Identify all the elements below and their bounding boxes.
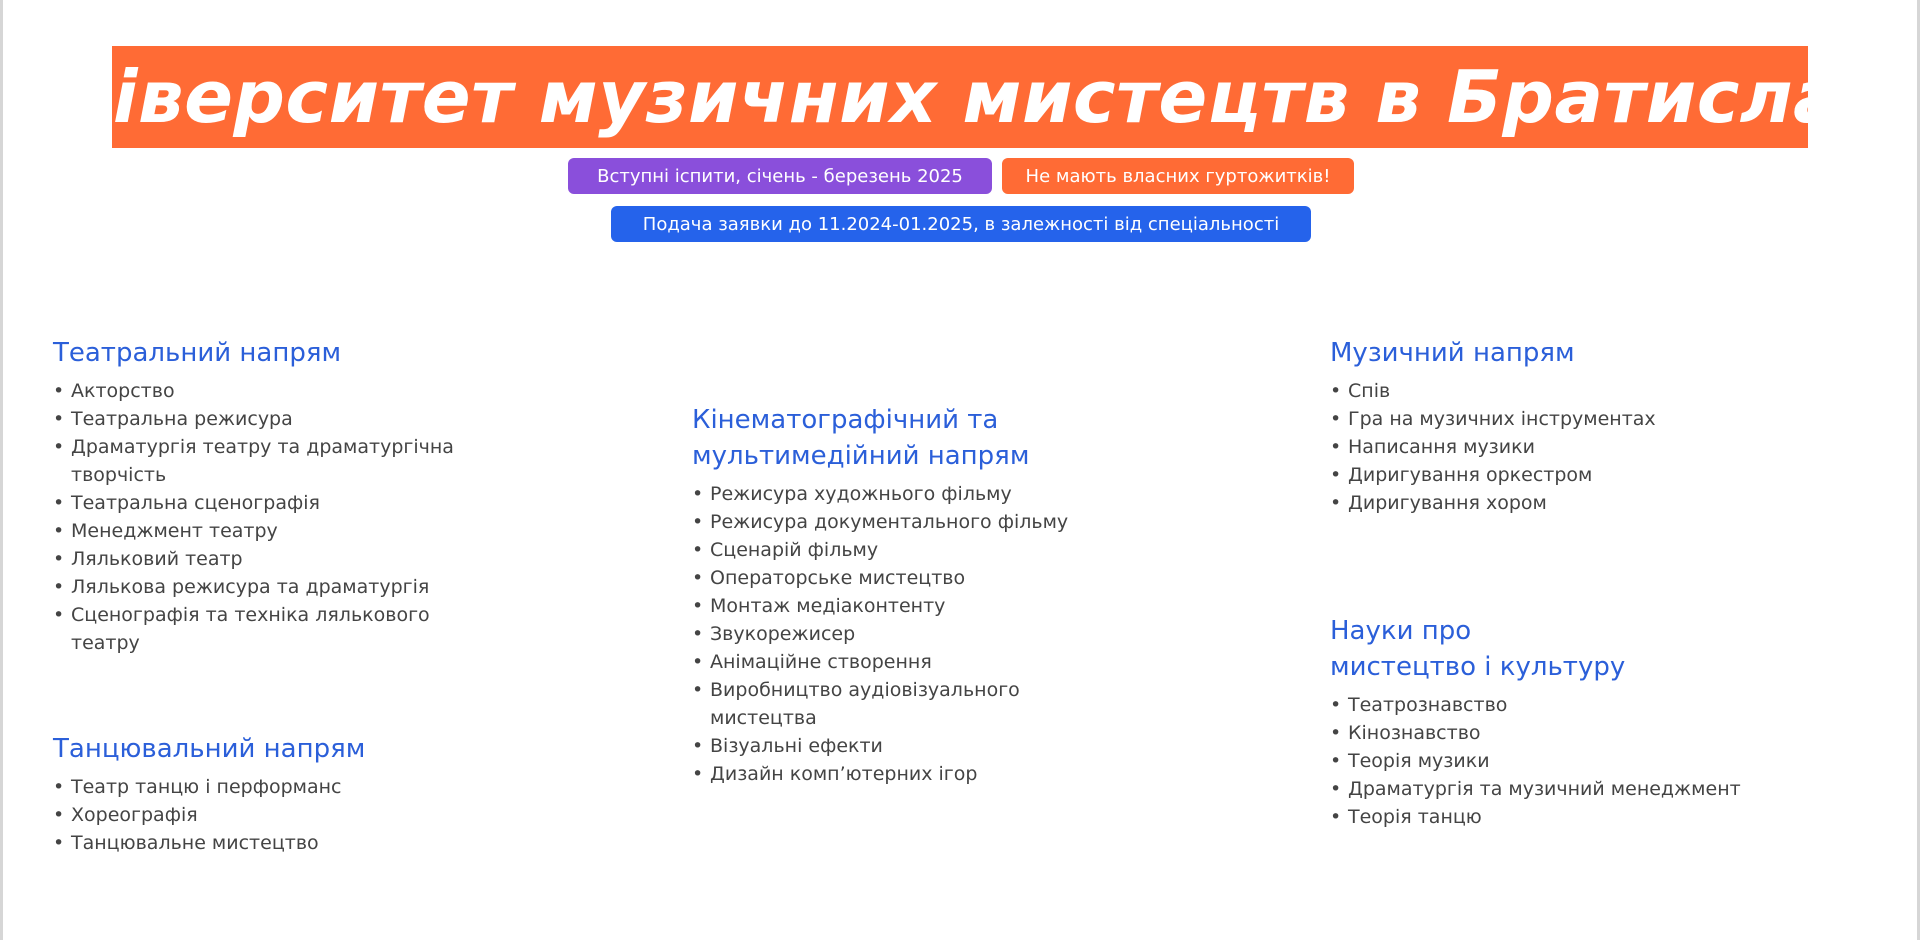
list-item: • Операторське мистецтво xyxy=(692,564,1132,592)
list-item: • Гра на музичних інструментах xyxy=(1330,405,1770,433)
page-title: Університет музичних мистецтв в Братиславі xyxy=(6,55,1914,139)
section-list xyxy=(53,773,473,857)
badge-entrance-exams: Вступні іспити, січень - березень 2025 xyxy=(568,158,992,194)
page-edge-left xyxy=(0,0,3,940)
list-item: • Виробництво аудіовізуального мистецтва xyxy=(692,676,1132,732)
list-item: • Режисура документального фільму xyxy=(692,508,1132,536)
list-item: • Театральна режисура xyxy=(53,405,473,433)
list-item: • Хореографія xyxy=(53,801,473,829)
section-cinema xyxy=(692,402,1132,788)
list-item: • Театрознавство xyxy=(1330,691,1770,719)
list-item: • Танцювальне мистецтво xyxy=(53,829,473,857)
section-theatre xyxy=(53,335,473,657)
list-item: • Диригування хором xyxy=(1330,489,1770,517)
list-item: • Кінознавство xyxy=(1330,719,1770,747)
list-item: • Менеджмент театру xyxy=(53,517,473,545)
list-item: • Дизайн комп’ютерних ігор xyxy=(692,760,1132,788)
badge-no-dormitory: Не мають власних гуртожитків! xyxy=(1002,158,1354,194)
list-item: • Звукорежисер xyxy=(692,620,1132,648)
list-item: • Лялькова режисура та драматургія xyxy=(53,573,473,601)
list-item: • Драматургія театру та драматургічна творчість xyxy=(53,433,473,489)
list-item: • Ляльковий театр xyxy=(53,545,473,573)
list-item: • Театральна сценографія xyxy=(53,489,473,517)
list-item: • Сценарій фільму xyxy=(692,536,1132,564)
section-title: Музичний напрям xyxy=(1330,338,1575,368)
title-banner xyxy=(6,46,1914,148)
list-item: • Теорія музики xyxy=(1330,747,1770,775)
badge-application-deadline: Подача заявки до 11.2024-01.2025, в залежності від спеціальності xyxy=(611,206,1311,242)
list-item: • Теорія танцю xyxy=(1330,803,1770,831)
section-list xyxy=(692,480,1132,788)
list-item: • Драматургія та музичний менеджмент xyxy=(1330,775,1770,803)
list-item: • Диригування оркестром xyxy=(1330,461,1770,489)
list-item: • Режисура художнього фільму xyxy=(692,480,1132,508)
list-item: • Сценографія та техніка лялькового театру xyxy=(53,601,473,657)
list-item: • Анімаційне створення xyxy=(692,648,1132,676)
section-list xyxy=(1330,377,1770,517)
section-title: Кінематографічний та мультимедійний напрям xyxy=(692,405,1030,471)
section-list xyxy=(1330,691,1770,831)
list-item: • Акторство xyxy=(53,377,473,405)
list-item: • Візуальні ефекти xyxy=(692,732,1132,760)
list-item: • Монтаж медіаконтенту xyxy=(692,592,1132,620)
section-title: Театральний напрям xyxy=(53,338,342,368)
list-item: • Театр танцю і перформанс xyxy=(53,773,473,801)
list-item: • Написання музики xyxy=(1330,433,1770,461)
section-dance xyxy=(53,731,473,857)
list-item: • Спів xyxy=(1330,377,1770,405)
section-list xyxy=(53,377,473,657)
section-music xyxy=(1330,335,1770,517)
section-art-sciences xyxy=(1330,613,1770,831)
section-title: Науки про мистецтво і культуру xyxy=(1330,616,1626,682)
section-title: Танцювальний напрям xyxy=(53,734,366,764)
